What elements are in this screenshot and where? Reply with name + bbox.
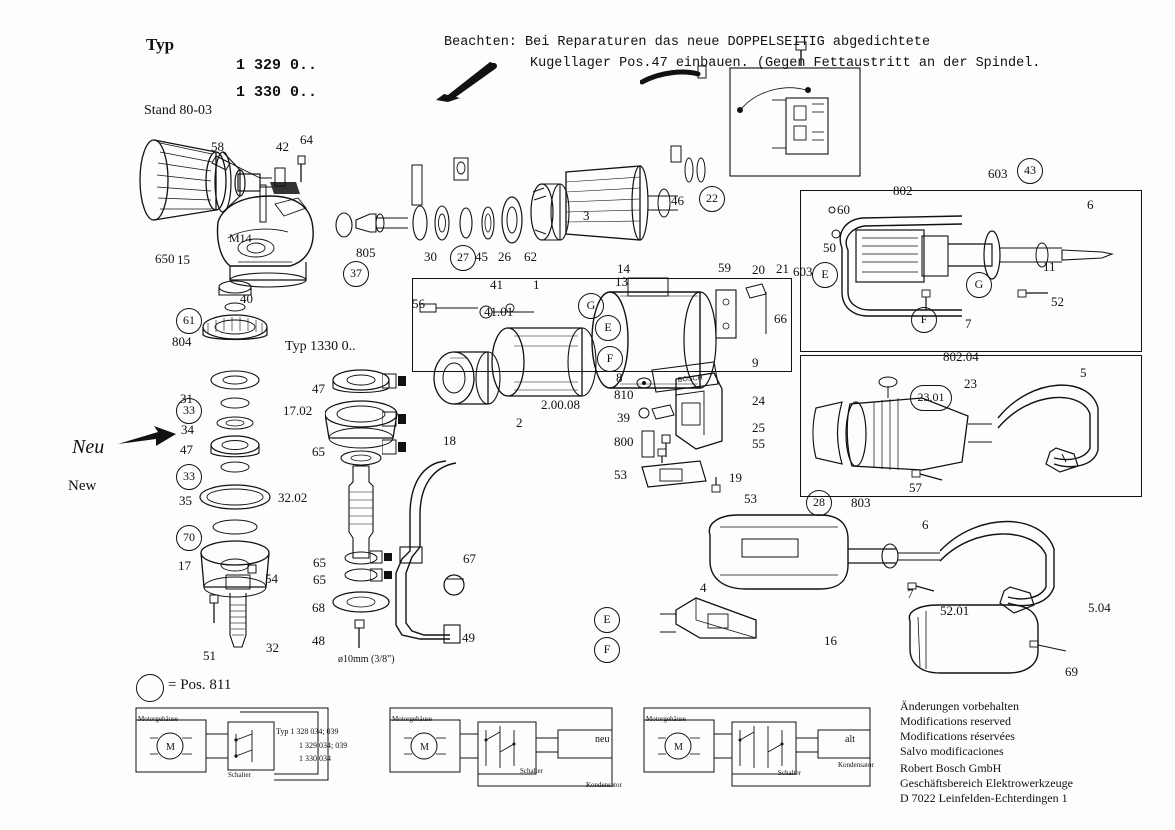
wiring-3-alt-label: alt xyxy=(845,734,855,745)
wiring-2-switch-label: Schalter xyxy=(520,767,543,775)
wiring-type-3: 1 330 034 xyxy=(299,754,331,763)
circled-callout-E: E xyxy=(594,607,620,633)
neu-annotation-de: Neu xyxy=(72,436,105,458)
wiring-diagram-3 xyxy=(636,700,886,792)
callout-31: 31 xyxy=(180,391,193,406)
callout-16: 16 xyxy=(824,633,837,648)
callout-30: 30 xyxy=(424,249,437,264)
circled-callout-70: 70 xyxy=(176,525,202,551)
callout-41.01: 41.01 xyxy=(484,304,514,319)
footer-address: D 7022 Leinfelden-Echterdingen 1 xyxy=(900,791,1068,805)
callout-802: 802 xyxy=(893,183,913,198)
callout-804: 804 xyxy=(172,334,192,349)
typ-1330-label: Typ 1330 0.. xyxy=(285,339,356,354)
callout-11: 11 xyxy=(1043,259,1056,274)
callout-1: 1 xyxy=(533,277,540,292)
callout-805: 805 xyxy=(356,245,376,260)
auxiliary-handle-4 xyxy=(660,580,780,650)
circled-callout-33: 33 xyxy=(176,398,202,424)
callout-58: 58 xyxy=(211,139,224,154)
callout-6: 6 xyxy=(1087,197,1094,212)
callout-48: 48 xyxy=(312,633,325,648)
wiring-1-motor-label: Motorgehäuse xyxy=(138,715,178,723)
wiring-3-switch-label: Schalter xyxy=(778,769,801,777)
note-arrow-icon xyxy=(430,62,500,104)
svg-text:M: M xyxy=(420,742,429,753)
callout-7: 7 xyxy=(907,586,914,601)
callout-803: 803 xyxy=(851,495,871,510)
footer-line-3: Modifications réservées xyxy=(900,729,1015,743)
callout-15: 15 xyxy=(177,252,190,267)
wiring-2-cap-label: Kondensator xyxy=(586,781,622,789)
callout-53: 53 xyxy=(744,491,757,506)
callout-47: 47 xyxy=(180,442,193,457)
footer-line-4: Salvo modificaciones xyxy=(900,744,1004,758)
callout-26: 26 xyxy=(498,249,511,264)
model-number-1: 1 329 0.. xyxy=(236,57,318,74)
callout-6: 6 xyxy=(922,517,929,532)
callout-802.04: 802.04 xyxy=(943,349,979,364)
circled-callout-G: G xyxy=(578,293,604,319)
callout-14: 14 xyxy=(617,261,630,276)
callout-52: 52 xyxy=(1051,294,1064,309)
callout-34: 34 xyxy=(181,422,194,437)
callout-49: 49 xyxy=(462,630,475,645)
circled-callout-37: 37 xyxy=(343,261,369,287)
svg-text:BOSCH: BOSCH xyxy=(677,374,703,384)
spindle-flange-stack xyxy=(190,275,300,665)
callout-69: 69 xyxy=(1065,664,1078,679)
callout-5.04: 5.04 xyxy=(1088,600,1111,615)
wiring-3-motor-label: Motorgehäuse xyxy=(646,715,686,723)
callout-50: 50 xyxy=(823,240,836,255)
circled-callout-22: 22 xyxy=(699,186,725,212)
callout-42: 42 xyxy=(276,139,289,154)
callout-13: 13 xyxy=(615,274,628,289)
neu-arrow-icon xyxy=(118,424,178,454)
legend-text: = Pos. 811 xyxy=(168,677,232,693)
armature-bearing-row xyxy=(330,140,680,250)
callout-54: 54 xyxy=(265,571,278,586)
callout-24: 24 xyxy=(752,393,765,408)
circled-callout-27: 27 xyxy=(450,245,476,271)
wiring-2-motor-label: Motorgehäuse xyxy=(392,715,432,723)
callout-32.02: 32.02 xyxy=(278,490,308,505)
callout-8: 8 xyxy=(616,370,623,385)
callout-64: 64 xyxy=(300,132,313,147)
model-number-2: 1 330 0.. xyxy=(236,84,318,101)
wiring-2-neu-label: neu xyxy=(595,734,610,745)
switch-detail-view xyxy=(728,60,864,180)
callout-46: 46 xyxy=(671,193,684,208)
callout-810: 810 xyxy=(614,387,634,402)
callout-57: 57 xyxy=(909,480,922,495)
callout-21: 21 xyxy=(776,261,789,276)
callout-41: 41 xyxy=(490,277,503,292)
wiring-diagram-1 xyxy=(128,700,388,790)
callout-51: 51 xyxy=(203,648,216,663)
callout-5: 5 xyxy=(1080,365,1087,380)
wiring-3-cap-label: Kondensator xyxy=(838,761,874,769)
callout-650: 650 xyxy=(155,251,175,266)
footer-line-1: Änderungen vorbehalten xyxy=(900,699,1019,713)
callout-800: 800 xyxy=(614,434,634,449)
svg-text:M: M xyxy=(674,742,683,753)
wiring-type-1: Typ 1 328 034; 039 xyxy=(276,727,339,736)
neu-annotation-en: New xyxy=(68,478,97,494)
callout-40: 40 xyxy=(240,291,253,306)
circled-callout-23-01: 23.01 xyxy=(910,385,952,411)
callout-45: 45 xyxy=(475,249,488,264)
callout-2.00.08: 2.00.08 xyxy=(541,397,580,412)
clip-icon-b xyxy=(382,410,408,430)
repair-note-line-2: Kugellager Pos.47 einbauen. (Gegen Fettaustritt an der Spindel. xyxy=(530,56,1041,71)
callout-35: 35 xyxy=(179,493,192,508)
callout-603: 603 xyxy=(793,264,813,279)
thread-label: M14 xyxy=(229,231,252,245)
callout-65: 65 xyxy=(313,572,326,587)
circled-callout-43: 43 xyxy=(1017,158,1043,184)
hose-size-label: ø10mm (3/8") xyxy=(338,654,395,665)
callout-603: 603 xyxy=(988,166,1008,181)
callout-53: 53 xyxy=(614,467,627,482)
circled-callout-F: F xyxy=(911,307,937,333)
circled-callout-61: 61 xyxy=(176,308,202,334)
callout-65: 65 xyxy=(313,555,326,570)
circled-callout-F: F xyxy=(594,637,620,663)
callout-18: 18 xyxy=(443,433,456,448)
callout-62: 62 xyxy=(524,249,537,264)
callout-9: 9 xyxy=(752,355,759,370)
callout-47: 47 xyxy=(312,381,325,396)
svg-text:M: M xyxy=(166,742,175,753)
callout-25: 25 xyxy=(752,420,765,435)
typ-label: Typ xyxy=(146,35,175,54)
callout-20: 20 xyxy=(752,262,765,277)
footer-company: Robert Bosch GmbH xyxy=(900,761,1002,775)
wiring-type-2: 1 329 034; 039 xyxy=(299,741,348,750)
callout-59: 59 xyxy=(718,260,731,275)
circled-callout-33: 33 xyxy=(176,464,202,490)
callout-60: 60 xyxy=(837,202,850,217)
callout-55: 55 xyxy=(752,436,765,451)
callout-66: 66 xyxy=(774,311,787,326)
footer-division: Geschäftsbereich Elektrowerkzeuge xyxy=(900,776,1073,790)
footer-line-2: Modifications reserved xyxy=(900,714,1011,728)
callout-67: 67 xyxy=(463,551,476,566)
clip-icon-a xyxy=(382,372,408,392)
circled-callout-28: 28 xyxy=(806,490,832,516)
repair-note-line-1: Beachten: Bei Reparaturen das neue DOPPELSEITIG abgedichtete xyxy=(444,35,931,50)
screw-detail-icon xyxy=(786,40,826,70)
callout-68: 68 xyxy=(312,600,325,615)
callout-4: 4 xyxy=(700,580,707,595)
circled-callout-E: E xyxy=(595,315,621,341)
wiring-diagram-2 xyxy=(382,700,652,792)
callout-7: 7 xyxy=(965,316,972,331)
circled-callout-G: G xyxy=(966,272,992,298)
callout-23: 23 xyxy=(964,376,977,391)
callout-65: 65 xyxy=(312,444,325,459)
callout-17: 17 xyxy=(178,558,191,573)
circled-callout-E: E xyxy=(812,262,838,288)
callout-32: 32 xyxy=(266,640,279,655)
callout-17.02: 17.02 xyxy=(283,403,313,418)
callout-3: 3 xyxy=(583,208,590,223)
circled-callout-F: F xyxy=(597,346,623,372)
revision-date: Stand 80-03 xyxy=(144,103,213,118)
wiring-1-switch-label: Schalter xyxy=(228,771,251,779)
legend-circle-icon xyxy=(136,674,164,702)
callout-52.01: 52.01 xyxy=(940,603,970,618)
callout-39: 39 xyxy=(617,410,630,425)
switch-detail-pointer xyxy=(640,64,720,92)
callout-2: 2 xyxy=(516,415,523,430)
callout-19: 19 xyxy=(729,470,742,485)
callout-56: 56 xyxy=(412,296,425,311)
